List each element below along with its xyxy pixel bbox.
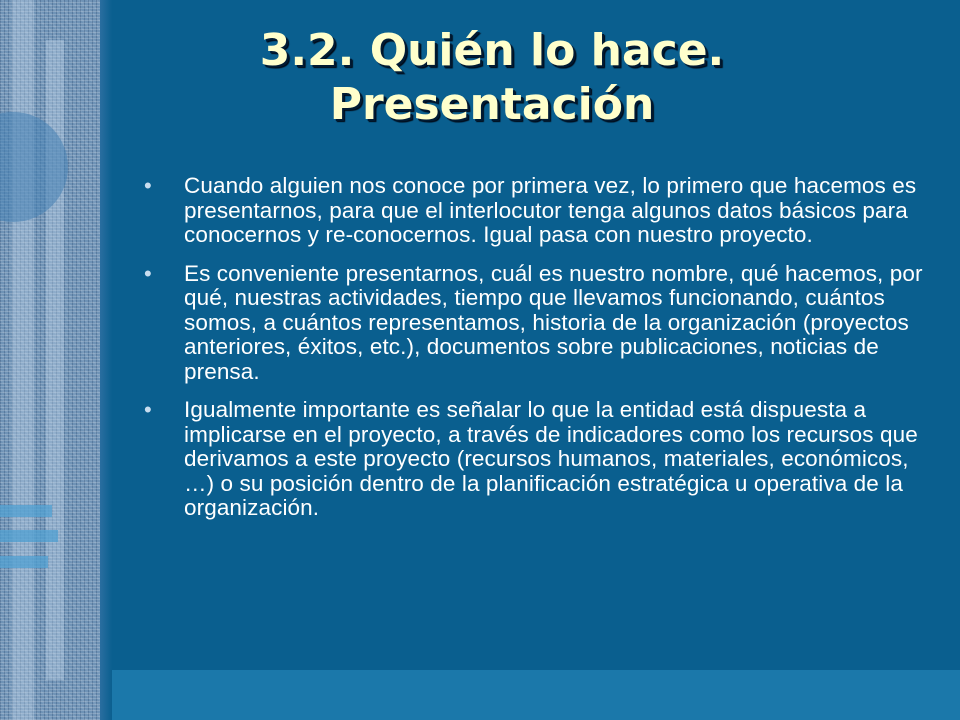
slide-title: 3.2. Quién lo hace. Presentación: [259, 25, 725, 130]
band-horizontal-stripe: [0, 556, 48, 568]
band-horizontal-stripe: [0, 530, 58, 542]
bullet-item: [140, 262, 940, 385]
bullet-icon: •: [144, 260, 152, 286]
footer-band: [112, 670, 960, 720]
bullet-item: [140, 174, 940, 248]
bullet-text: Igualmente importante es señalar lo que la entidad está dispuesta a implicarse en el proyecto, a través de indicadores como los recursos que derivamos a este proyecto (recursos humanos, materiales, económicos, …) o su posición dentro de la planificación estratégica u operativa de la organización.: [184, 397, 918, 520]
left-band-edge: [100, 0, 112, 720]
band-horizontal-stripe: [0, 505, 52, 517]
bullet-item: [140, 398, 940, 521]
bullet-text: Cuando alguien nos conoce por primera vez, lo primero que hacemos es presentarnos, para que el interlocutor tenga algunos datos básicos para conocernos y re-conocernos. Igual pasa con nuestro proyecto.: [184, 173, 917, 247]
bullet-icon: •: [144, 173, 152, 198]
bullet-text: Es conveniente presentarnos, cuál es nuestro nombre, qué hacemos, por qué, nuestras actividades, tiempo que llevamos funcionando, cuántos somos, a cuántos representamos, historia de la organización (proyectos anteriores, éxitos, etc.), documentos sobre publicaciones, noticias de prensa.: [184, 260, 923, 384]
band-vertical-bar: [12, 0, 34, 720]
left-decorative-band: [0, 0, 100, 720]
bullet-list: [140, 174, 940, 535]
bullet-icon: •: [144, 397, 152, 422]
